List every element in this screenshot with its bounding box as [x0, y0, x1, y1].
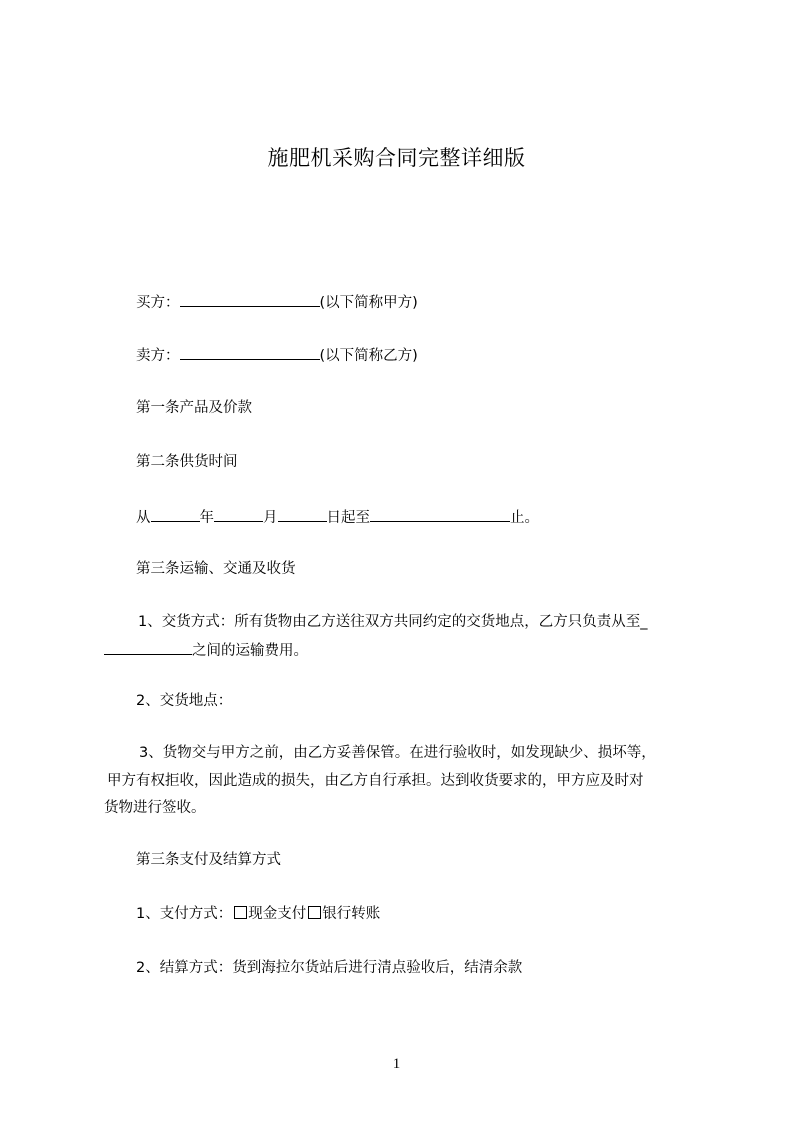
payment-label: 1、支付方式： [136, 906, 233, 922]
item-3-line-3: 货物进行签收。 [104, 800, 206, 816]
item-1-line-1: 1、交货方式：所有货物由乙方送往双方共同约定的交货地点，乙方只负责从至_ [138, 614, 648, 630]
payment-method-line [136, 904, 380, 924]
item-1-line-2-text: 之间的运输费用。 [192, 643, 308, 659]
buyer-line [136, 291, 418, 313]
seller-blank [180, 344, 320, 360]
settlement-line: 2、结算方式：货到海拉尔货站后进行清点验收后，结清余款 [136, 960, 523, 976]
buyer-suffix: (以下简称甲方) [319, 295, 418, 311]
supply-period-line [136, 506, 539, 528]
page-number: 1 [392, 1056, 401, 1072]
article-3-heading: 第三条运输、交通及收货 [136, 561, 296, 577]
period-day-from: 日起至 [326, 510, 370, 526]
seller-suffix: (以下简称乙方) [319, 348, 418, 364]
buyer-label: 买方： [136, 295, 180, 311]
period-month: 月 [263, 510, 278, 526]
day-blank [278, 506, 327, 522]
article-2-heading: 第二条供货时间 [136, 454, 238, 470]
seller-label: 卖方： [136, 348, 180, 364]
item-3-line-2: 甲方有权拒收，因此造成的损失，由乙方自行承担。达到收货要求的，甲方应及时对 [107, 773, 644, 789]
route-blank [104, 639, 192, 655]
article-4-heading: 第三条支付及结算方式 [136, 852, 281, 868]
buyer-blank [180, 291, 320, 307]
bank-transfer-checkbox[interactable] [308, 906, 321, 919]
end-date-blank [370, 506, 510, 522]
period-end: 止。 [510, 510, 539, 526]
item-2-line: 2、交货地点： [136, 693, 233, 709]
item-1-line-2 [104, 639, 308, 661]
bank-transfer-option-label: 银行转账 [322, 906, 381, 922]
item-3-line-1: 3、货物交与甲方之前，由乙方妥善保管。在进行验收时，如发现缺少、损坏等， [139, 745, 656, 761]
cash-option-label: 现金支付 [248, 906, 307, 922]
year-blank [151, 506, 200, 522]
seller-line [136, 344, 418, 366]
period-from: 从 [136, 510, 151, 526]
period-year: 年 [199, 510, 214, 526]
document-title: 施肥机采购合同完整详细版 [267, 146, 526, 170]
article-1-heading: 第一条产品及价款 [136, 400, 252, 416]
month-blank [214, 506, 263, 522]
cash-checkbox[interactable] [234, 906, 247, 919]
